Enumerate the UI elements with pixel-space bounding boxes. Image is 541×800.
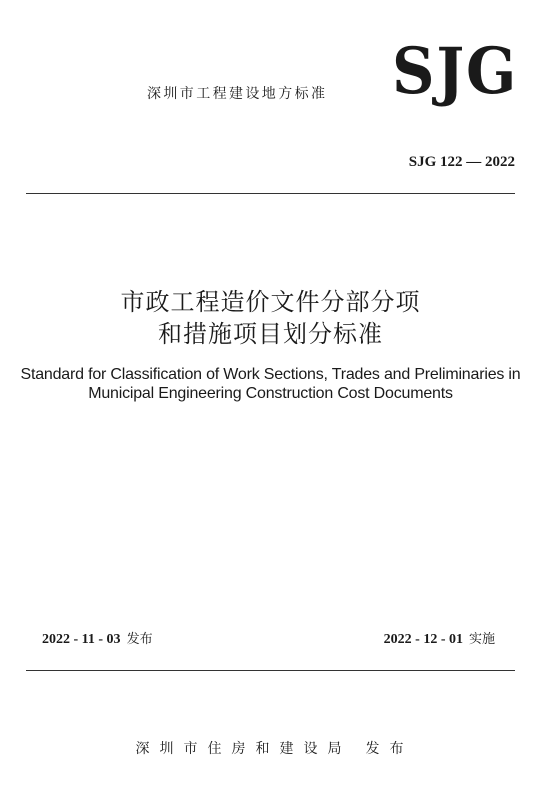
issue-date-label: 发布 [126,632,153,647]
bottom-divider [26,670,515,671]
issue-date-value: 2022 - 11 - 03 [42,632,121,647]
standard-series-label: 深圳市工程建设地方标准 [147,86,328,102]
implementation-date-label: 实施 [468,632,495,647]
sjg-logo: SJG [392,34,519,109]
top-divider [26,193,515,194]
issuer-action: 发布 [365,741,414,757]
issuer-name: 深圳市住房和建设局 [135,741,352,757]
issuing-authority [0,738,541,758]
title-zh-line-1: 市政工程造价文件分部分项 [120,288,421,316]
title-en-line-2: Municipal Engineering Construction Cost Documents [88,385,453,402]
standard-number: SJG 122 — 2022 [408,154,515,170]
title-en-line-1: Standard for Classification of Work Sections, Trades and Preliminaries in [20,366,521,383]
implementation-date-value: 2022 - 12 - 01 [383,632,463,647]
implementation-date [384,628,495,648]
title-zh-line-2: 和措施项目划分标准 [158,320,383,348]
issue-date [42,628,153,648]
